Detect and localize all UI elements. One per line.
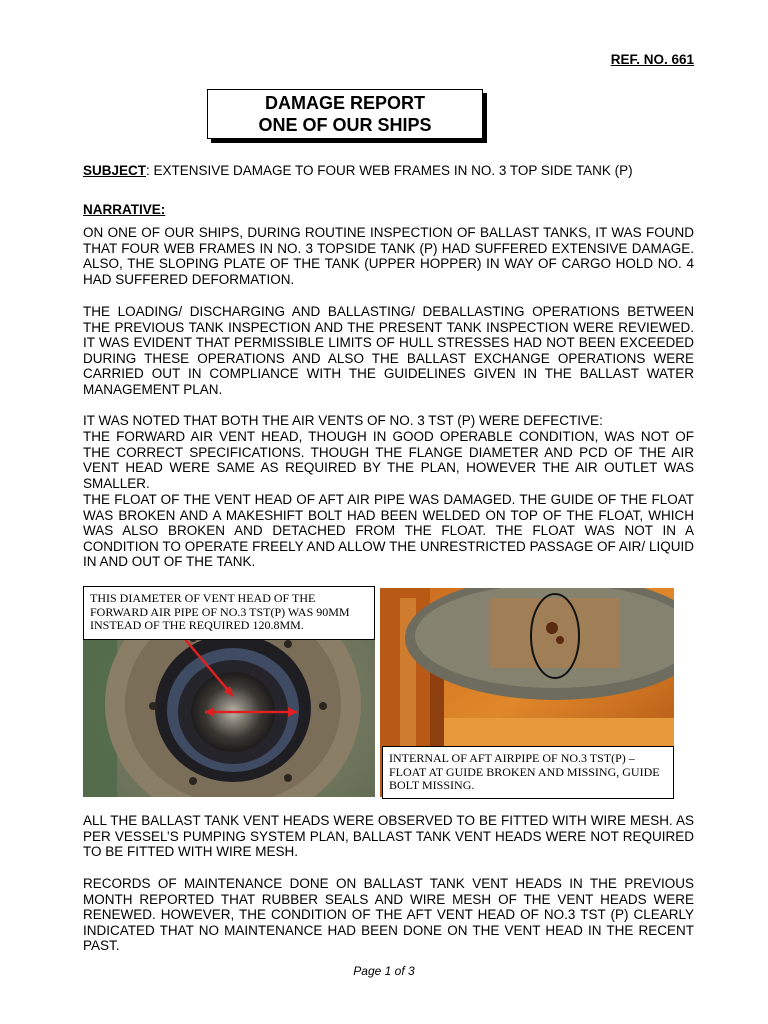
forward-vent-caption: THIS DIAMETER OF VENT HEAD OF THE FORWARD AIR PIPE OF NO.3 TST(P) WAS 90MM INSTEAD OF THE REQUIRED 120.8MM. (83, 586, 375, 640)
subject-label: SUBJECT (83, 163, 147, 178)
subject-text: : EXTENSIVE DAMAGE TO FOUR WEB FRAMES IN NO. 3 TOP SIDE TANK (P) (146, 163, 633, 178)
paragraph-6: ALL THE BALLAST TANK VENT HEADS WERE OBSERVED TO BE FITTED WITH WIRE MESH. AS PER VESSEL’S PUMPING SYSTEM PLAN, BALLAST TANK VENT HEADS WERE NOT REQUIRED TO BE FITTED WITH WIRE MESH. (83, 813, 694, 860)
report-title-line2: ONE OF OUR SHIPS (258, 115, 432, 135)
paragraph-2: THE LOADING/ DISCHARGING AND BALLASTING/ DEBALLASTING OPERATIONS BETWEEN THE PREVIOUS TANK INSPECTION AND THE PRESENT TANK INSPECTION WERE REVIEWED. IT WAS EVIDENT THAT PERMISSIBLE LIMITS OF HULL STRESSES HAD NOT BEEN EXCEEDED DURING THESE OPERATIONS AND ALSO THE BALLAST EXCHANGE OPERATIONS WERE CARRIED OUT IN COMPLIANCE WITH THE GUIDELINES GIVEN IN THE BALLAST WATER MANAGEMENT PLAN. (83, 304, 694, 397)
paragraph-5: THE FLOAT OF THE VENT HEAD OF AFT AIR PIPE WAS DAMAGED. THE GUIDE OF THE FLOAT WAS BROKEN AND A MAKESHIFT BOLT HAD BEEN WELDED ON TOP OF THE FLOAT, WHICH WAS ALSO BROKEN AND DETACHED FROM THE FLOAT. THE FLOAT WAS NOT IN A CONDITION TO OPERATE FREELY AND ALLOW THE UNRESTRICTED PASSAGE OF AIR/ LIQUID IN AND OUT OF THE TANK. (83, 492, 694, 570)
paragraph-7: RECORDS OF MAINTENANCE DONE ON BALLAST TANK VENT HEADS IN THE PREVIOUS MONTH REPORTED THAT RUBBER SEALS AND WIRE MESH OF THE VENT HEADS WERE RENEWED. HOWEVER, THE CONDITION OF THE AFT VENT HEAD OF NO.3 TST (P) CLEARLY INDICATED THAT NO MAINTENANCE HAD BEEN DONE ON THE VENT HEAD IN THE RECENT PAST. (83, 876, 694, 954)
paragraph-3: IT WAS NOTED THAT BOTH THE AIR VENTS OF NO. 3 TST (P) WERE DEFECTIVE: (83, 413, 603, 428)
report-title-box (207, 89, 483, 139)
narrative-heading: NARRATIVE: (83, 202, 166, 217)
page-number: Page 1 of 3 (353, 964, 415, 978)
reference-number: REF. NO. 661 (610, 52, 694, 67)
aft-airpipe-caption: INTERNAL OF AFT AIRPIPE OF NO.3 TST(P) – FLOAT AT GUIDE BROKEN AND MISSING, GUIDE BOLT MISSING. (382, 746, 674, 799)
paragraph-4: THE FORWARD AIR VENT HEAD, THOUGH IN GOOD OPERABLE CONDITION, WAS NOT OF THE CORRECT SPECIFICATIONS. THOUGH THE FLANGE DIAMETER AND PCD OF THE AIR VENT HEAD WERE SAME AS REQUIRED BY THE PLAN, HOWEVER THE AIR OUTLET WAS SMALLER. (83, 429, 694, 491)
paragraph-1: ON ONE OF OUR SHIPS, DURING ROUTINE INSPECTION OF BALLAST TANKS, IT WAS FOUND THAT FOUR WEB FRAMES IN NO. 3 TOPSIDE TANK (P) HAD SUFFERED EXTENSIVE DAMAGE. ALSO, THE SLOPING PLATE OF THE TANK (UPPER HOPPER) IN WAY OF CARGO HOLD NO. 4 HAD SUFFERED DEFORMATION. (83, 225, 694, 287)
report-title-line1: DAMAGE REPORT (264, 93, 425, 113)
subject-line (83, 163, 633, 178)
